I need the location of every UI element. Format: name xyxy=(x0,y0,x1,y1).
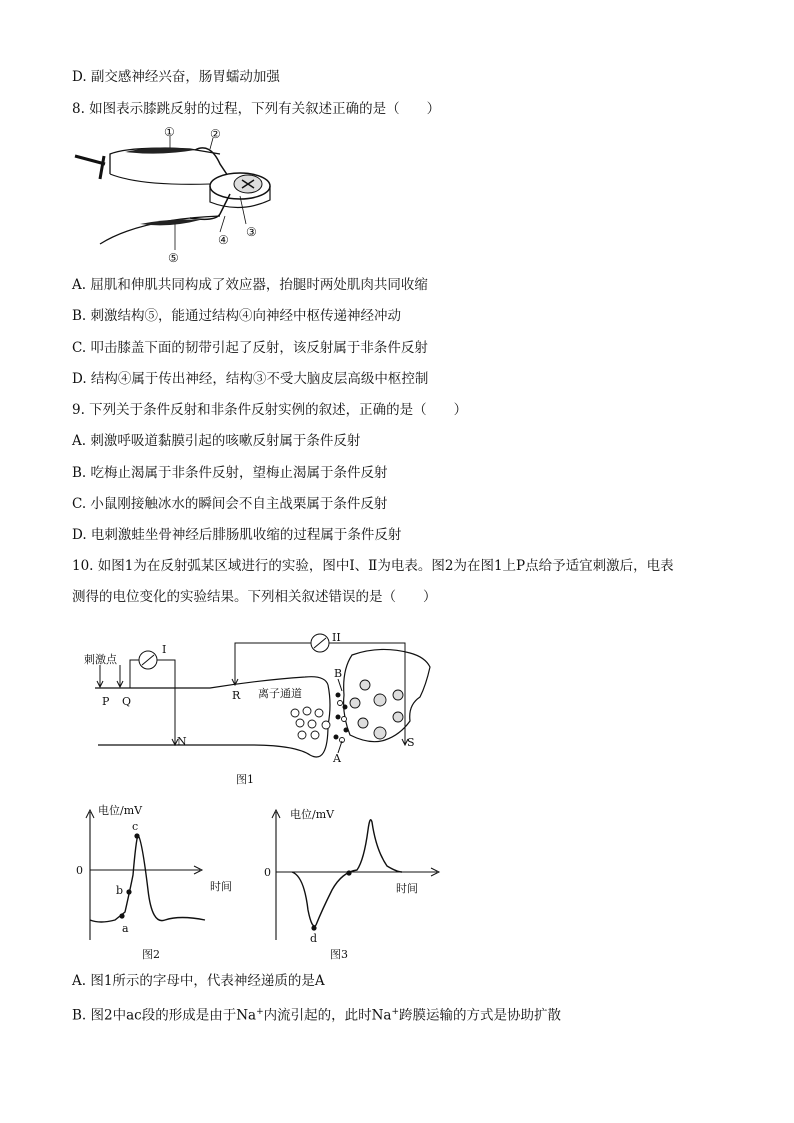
label-4: ④ xyxy=(218,233,229,247)
q10-option-b-sup1: + xyxy=(256,1007,264,1017)
fig2-curve xyxy=(90,835,205,922)
q10-stem-line1: 10. 如图1为在反射弧某区域进行的实验，图中Ⅰ、Ⅱ为电表。图2为在图1上P点给予适宜刺激后，电表 xyxy=(72,558,674,574)
label-3: ③ xyxy=(246,225,257,239)
transmitter-dots xyxy=(334,693,349,740)
q8-option-a: A. 屈肌和伸肌共同构成了效应器，抬腿时两处肌肉共同收缩 xyxy=(72,277,428,293)
axon-lower xyxy=(98,725,328,757)
q8-stem: 8. 如图表示膝跳反射的过程，下列有关叙述正确的是（ ） xyxy=(72,101,441,117)
fig2-point-a xyxy=(119,913,124,918)
label-r: R xyxy=(232,689,241,702)
fig2-label-a: a xyxy=(122,922,129,935)
thigh-lower-outline xyxy=(110,174,210,184)
figure-2-chart xyxy=(70,800,250,965)
q9-option-a: A. 刺激呼吸道黏膜引起的咳嗽反射属于条件反射 xyxy=(72,433,361,449)
label-2: ② xyxy=(210,127,221,141)
fig2-zero: 0 xyxy=(76,864,83,877)
q10-option-b-part1: B. 图2中ac段的形成是由于Na xyxy=(72,1007,257,1024)
label-5: ⑤ xyxy=(168,251,179,265)
q8-option-d: D. 结构④属于传出神经，结构③不受大脑皮层高级中枢控制 xyxy=(72,371,429,387)
q9-option-d: D. 电刺激蛙坐骨神经后腓肠肌收缩的过程属于条件反射 xyxy=(72,527,402,543)
fig3-point-zero xyxy=(346,870,351,875)
hammer xyxy=(75,156,105,179)
flexor-muscle xyxy=(140,220,200,226)
q7-option-d: D. 副交感神经兴奋，肠胃蠕动加强 xyxy=(72,69,280,85)
channel-label: 离子通道 xyxy=(258,687,302,700)
label-1: ① xyxy=(164,125,175,139)
label-q: Q xyxy=(122,695,132,708)
q10-option-b xyxy=(72,1003,561,1025)
fig3-xlabel: 时间 xyxy=(396,882,418,895)
fig3-caption: 图3 xyxy=(330,948,348,961)
q8-option-c: C. 叩击膝盖下面的韧带引起了反射，该反射属于非条件反射 xyxy=(72,340,428,356)
q10-option-a: A. 图1所示的字母中，代表神经递质的是A xyxy=(72,973,325,989)
fig2-label-b: b xyxy=(116,884,124,897)
meter-1-label: I xyxy=(162,643,167,656)
fig2-point-c xyxy=(134,833,139,838)
label-b: B xyxy=(334,667,343,680)
fig3-label-d: d xyxy=(310,932,318,945)
q10-option-b-part3: 跨膜运输的方式是协助扩散 xyxy=(399,1007,562,1024)
fig3-ylabel: 电位/mV xyxy=(290,808,335,821)
figure-3-chart xyxy=(262,800,462,965)
figure-1-caption: 图1 xyxy=(236,773,254,786)
label-p: P xyxy=(102,695,110,708)
shin-outline xyxy=(100,216,220,244)
fig2-point-b xyxy=(126,889,131,894)
fig2-xlabel: 时间 xyxy=(210,880,232,893)
q10-option-b-part2: 内流引起的，此时Na xyxy=(263,1007,392,1024)
vesicles xyxy=(291,707,330,739)
q9-option-c: C. 小鼠刚接触冰水的瞬间会不自主战栗属于条件反射 xyxy=(72,496,388,512)
receptor-vesicles xyxy=(350,680,403,739)
q9-stem: 9. 下列关于条件反射和非条件反射实例的叙述，正确的是（ ） xyxy=(72,402,468,418)
fig2-caption: 图2 xyxy=(142,948,160,961)
fig3-point-d xyxy=(311,925,316,930)
presynaptic-end xyxy=(328,685,330,725)
postsynaptic-cell xyxy=(344,649,430,741)
label-s: S xyxy=(407,736,415,749)
q9-option-b: B. 吃梅止渴属于非条件反射，望梅止渴属于条件反射 xyxy=(72,465,388,481)
fig3-zero: 0 xyxy=(264,866,271,879)
label-a: A xyxy=(333,752,341,765)
label-n: N xyxy=(177,735,187,748)
meter-2-label: II xyxy=(332,631,341,644)
q10-option-b-sup2: + xyxy=(391,1007,400,1017)
fig2-ylabel: 电位/mV xyxy=(98,804,143,817)
q10-stem-line2: 测得的电位变化的实验结果。下列相关叙述错误的是（ ） xyxy=(72,589,437,605)
figure-1 xyxy=(80,625,440,790)
stim-label: 刺激点 xyxy=(84,653,117,666)
knee-reflex-figure xyxy=(70,124,310,269)
q8-option-b: B. 刺激结构⑤，能通过结构④向神经中枢传递神经冲动 xyxy=(72,308,402,324)
fig2-label-c: c xyxy=(132,820,139,833)
